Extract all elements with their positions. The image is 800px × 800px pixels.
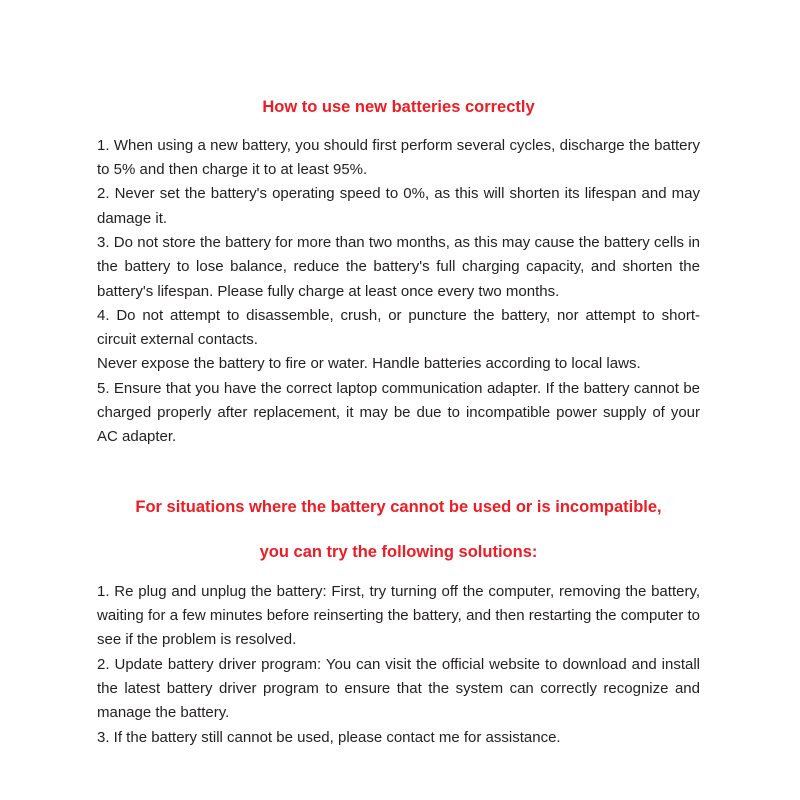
section-two [97, 496, 700, 750]
section-two-paragraph-2: 2. Update battery driver program: You can visit the official website to download and install the latest battery driver program to ensure that the system can correctly recognize and manage the battery. [97, 655, 700, 722]
section-one-paragraph-4: 4. Do not attempt to disassemble, crush, or puncture the battery, nor attempt to short-circuit external contacts. [97, 306, 700, 349]
section-one-paragraph-3: 3. Do not store the battery for more than two months, as this may cause the battery cells in the battery to lose balance, reduce the battery's full charging capacity, and shorten the battery's lifespan. Please fully charge at least once every two months. [97, 233, 700, 300]
section-one-title: How to use new batteries correctly [262, 98, 535, 116]
section-one-paragraph-1: 1. When using a new battery, you should first perform several cycles, discharge the battery to 5% and then charge it to at least 95%. [97, 136, 700, 179]
section-two-title-line-2: you can try the following solutions: [259, 542, 538, 561]
section-one-paragraph-6: 5. Ensure that you have the correct laptop communication adapter. If the battery cannot be charged properly after replacement, it may be due to incompatible power supply of your AC adapter. [97, 379, 700, 446]
section-one-paragraph-2: 2. Never set the battery's operating speed to 0%, as this will shorten its lifespan and may damage it. [97, 185, 700, 227]
section-two-paragraph-3: 3. If the battery still cannot be used, please contact me for assistance. [97, 728, 561, 746]
section-two-paragraph-1: 1. Re plug and unplug the battery: First, try turning off the computer, removing the battery, waiting for a few minutes before reinserting the battery, and then restarting the computer to see if the problem is resolved. [97, 582, 700, 649]
section-two-title-line-1: For situations where the battery cannot be used or is incompatible, [135, 497, 662, 516]
section-divider-spacer [97, 450, 700, 490]
section-one-paragraph-5: Never expose the battery to fire or water. Handle batteries according to local laws. [97, 355, 641, 373]
